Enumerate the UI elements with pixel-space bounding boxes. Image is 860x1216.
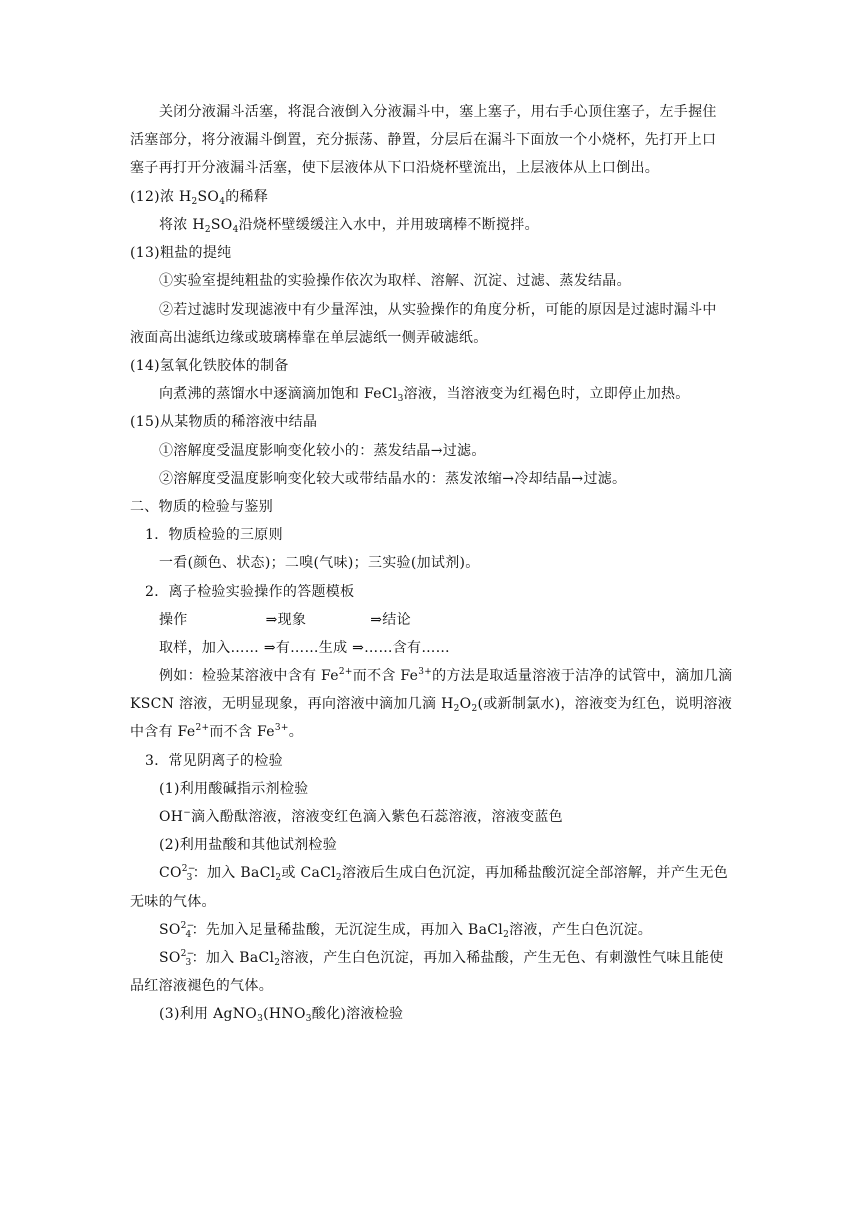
paragraph-line: OH−滴入酚酞溶液，溶液变红色滴入紫色石蕊溶液，溶液变蓝色 — [159, 808, 563, 825]
paragraph-line: $CO^{2-}_3$：加入 BaCl$_2$或 CaCl$_2$溶液后生成白色沉淀，再加稀盐酸沉淀全部溶解，并产生无色 — [159, 864, 729, 883]
paragraph-line: 品红溶液褪色的气体。 — [130, 978, 273, 994]
paragraph-line: 中含有 $Fe^{2+}$而不含 $Fe^{3+}$。 — [130, 723, 304, 740]
subsection-heading: 2．离子检验实验操作的答题模板 — [145, 584, 355, 600]
paragraph-line: 一看(颜色、状态)；二嗅(气味)；三实验(加试剂)。 — [159, 555, 480, 571]
paragraph-line: $SO^{2-}_3$：加入 BaCl$_2$溶液，产生白色沉淀，再加入稀盐酸，产生无色、有刺激性气味且能使 — [159, 949, 724, 968]
paragraph-line: KSCN 溶液，无明显现象，再向溶液中滴加几滴 $H_2O_2$(或新制氯水)，溶液变为红色，说明溶液 — [130, 696, 733, 714]
subsection-heading: (1)利用酸碱指示剂检验 — [159, 781, 309, 797]
paragraph-line: 活塞部分，将分液漏斗倒置，充分振荡、静置，分层后在漏斗下面放一个小烧杯，先打开上口 — [130, 132, 717, 148]
section-heading-13: (13)粗盐的提纯 — [130, 245, 232, 261]
subsection-heading: 1．物质检验的三原则 — [145, 527, 283, 543]
paragraph-line: 关闭分液漏斗活塞，将混合液倒入分液漏斗中，塞上塞子，用右手心顶住塞子，左手握住 — [159, 104, 717, 120]
section-heading-2: 二、物质的检验与鉴别 — [130, 499, 273, 515]
paragraph-line: ①实验室提纯粗盐的实验操作依次为取样、溶解、沉淀、过滤、蒸发结晶。 — [159, 273, 631, 289]
paragraph-line: $SO^{2-}_4$：先加入足量稀盐酸，无沉淀生成，再加入 BaCl$_2$溶液，产生白色沉淀。 — [159, 921, 653, 940]
section-heading-12: (12)浓 $H_2SO_4$的稀释 — [130, 189, 269, 207]
paragraph-line: 液面高出滤纸边缘或玻璃棒靠在单层滤纸一侧弄破滤纸。 — [130, 330, 488, 346]
paragraph-line: ①溶解度受温度影响变化较小的：蒸发结晶→过滤。 — [159, 443, 486, 459]
subsection-heading: (3)利用 $AgNO_3(HNO_3$酸化)溶液检验 — [159, 1006, 404, 1024]
subsection-heading: 3．常见阴离子的检验 — [145, 753, 283, 769]
answer-template-row: 取样，加入…… ⇒有……生成 ⇒……含有…… — [159, 640, 450, 656]
paragraph-line: 将浓 $H_2SO_4$沿烧杯壁缓缓注入水中，并用玻璃棒不断搅拌。 — [159, 217, 539, 235]
paragraph-line: 塞子再打开分液漏斗活塞，使下层液体从下口沿烧杯壁流出，上层液体从上口倒出。 — [130, 160, 660, 176]
paragraph-line: 例如：检验某溶液中含有 $Fe^{2+}$而不含 $Fe^{3+}$的方法是取适量溶液于洁净的试管中，滴加几滴 — [159, 667, 733, 684]
subsection-heading: (2)利用盐酸和其他试剂检验 — [159, 837, 338, 853]
answer-template-header: 操作 ⇒现象 ⇒结论 — [159, 612, 411, 628]
paragraph-line: 无味的气体。 — [130, 894, 216, 910]
section-heading-14: (14)氢氧化铁胶体的制备 — [130, 358, 289, 374]
paragraph-line: ②溶解度受温度影响变化较大或带结晶水的：蒸发浓缩→冷却结晶→过滤。 — [159, 471, 627, 487]
paragraph-line: 向煮沸的蒸馏水中逐滴滴加饱和 FeCl$_3$溶液，当溶液变为红褐色时，立即停止加热。 — [159, 386, 690, 404]
section-heading-15: (15)从某物质的稀溶液中结晶 — [130, 414, 318, 430]
paragraph-line: ②若过滤时发现滤液中有少量浑浊，从实验操作的角度分析，可能的原因是过滤时漏斗中 — [159, 302, 717, 318]
